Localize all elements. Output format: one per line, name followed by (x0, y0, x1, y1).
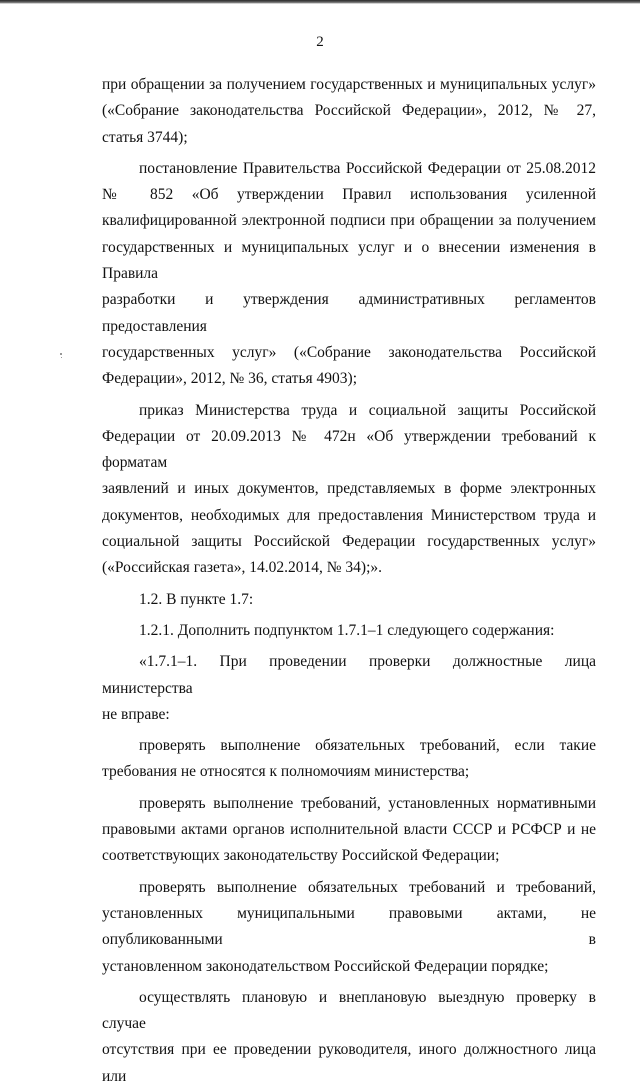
text-line: 1.2. В пункте 1.7: (139, 590, 254, 608)
text-line: государственных и муниципальных услуг и о внесении изменения в Правила (102, 238, 596, 283)
text-line: Федерации от 20.09.2013 № 472н «Об утверждении требований к форматам (102, 427, 596, 472)
paragraph-prohibition (102, 733, 596, 786)
text-line: статья 3744); (102, 128, 188, 146)
scan-speck (60, 353, 62, 355)
document-body (102, 72, 596, 1090)
scan-speck (61, 357, 62, 358)
text-line: Федерации», 2012, № 36, статья 4903); (102, 370, 358, 388)
text-line: постановление Правительства Российской Федерации от 25.08.2012 (139, 159, 596, 177)
paragraph-government-decree (102, 156, 596, 393)
text-line: отсутствия при ее проведении руководителя, иного должностного лица или (102, 1041, 596, 1085)
text-line: заявлений и иных документов, представляемых в форме электронных (102, 480, 596, 498)
text-line: «1.7.1–1. При проведении проверки должностные лица министерства (102, 653, 596, 697)
text-line: документов, необходимых для предоставления Министерством труда и (102, 506, 596, 524)
text-line: № 852 «Об утверждении Правил использования усиленной (102, 186, 596, 204)
text-line: установленных муниципальными правовыми актами, не опубликованными в (102, 904, 596, 949)
text-line: проверять выполнение обязательных требований и требований, (139, 878, 596, 896)
text-line: требования не относятся к полномочиям министерства; (102, 763, 470, 781)
page-top-edge (0, 0, 640, 4)
paragraph-prohibition (102, 985, 596, 1090)
text-line: правовыми актами органов исполнительной власти СССР и РСФСР и не (102, 821, 596, 839)
paragraph-item-1-2 (102, 587, 596, 613)
paragraph-item-1-7-1-1 (102, 649, 596, 728)
text-line: («Российская газета», 14.02.2014, № 34);». (102, 559, 383, 577)
paragraph-prohibition (102, 875, 596, 980)
paragraph-continuation (102, 72, 596, 151)
text-line: приказ Министерства труда и социальной защиты Российской (139, 401, 596, 419)
text-line: государственных услуг» («Собрание законодательства Российской (102, 343, 596, 361)
text-line: разработки и утверждения административных регламентов предоставления (102, 291, 596, 335)
text-line: проверять выполнение требований, установленных нормативными (139, 794, 596, 812)
text-line: установленном законодательством Российской Федерации порядке; (102, 957, 549, 975)
paragraph-prohibition (102, 791, 596, 870)
paragraph-item-1-2-1 (102, 618, 596, 644)
page-number: 2 (316, 34, 324, 50)
text-line: квалифицированной электронной подписи при обращении за получением (102, 212, 596, 230)
text-line: проверять выполнение обязательных требований, если такие (139, 737, 596, 755)
text-line: 1.2.1. Дополнить подпунктом 1.7.1–1 следующего содержания: (139, 621, 555, 639)
text-line: социальной защиты Российской Федерации государственных услуг» (102, 533, 596, 551)
text-line: при обращении за получением государственных и муниципальных услуг» (102, 76, 596, 93)
paragraph-ministry-order (102, 398, 596, 582)
text-line: («Собрание законодательства Российской Федерации», 2012, № 27, (102, 102, 596, 120)
text-line: не вправе: (102, 705, 170, 723)
text-line: осуществлять плановую и внеплановую выездную проверку в случае (102, 988, 596, 1033)
text-line: соответствующих законодательству Российской Федерации; (102, 847, 500, 865)
